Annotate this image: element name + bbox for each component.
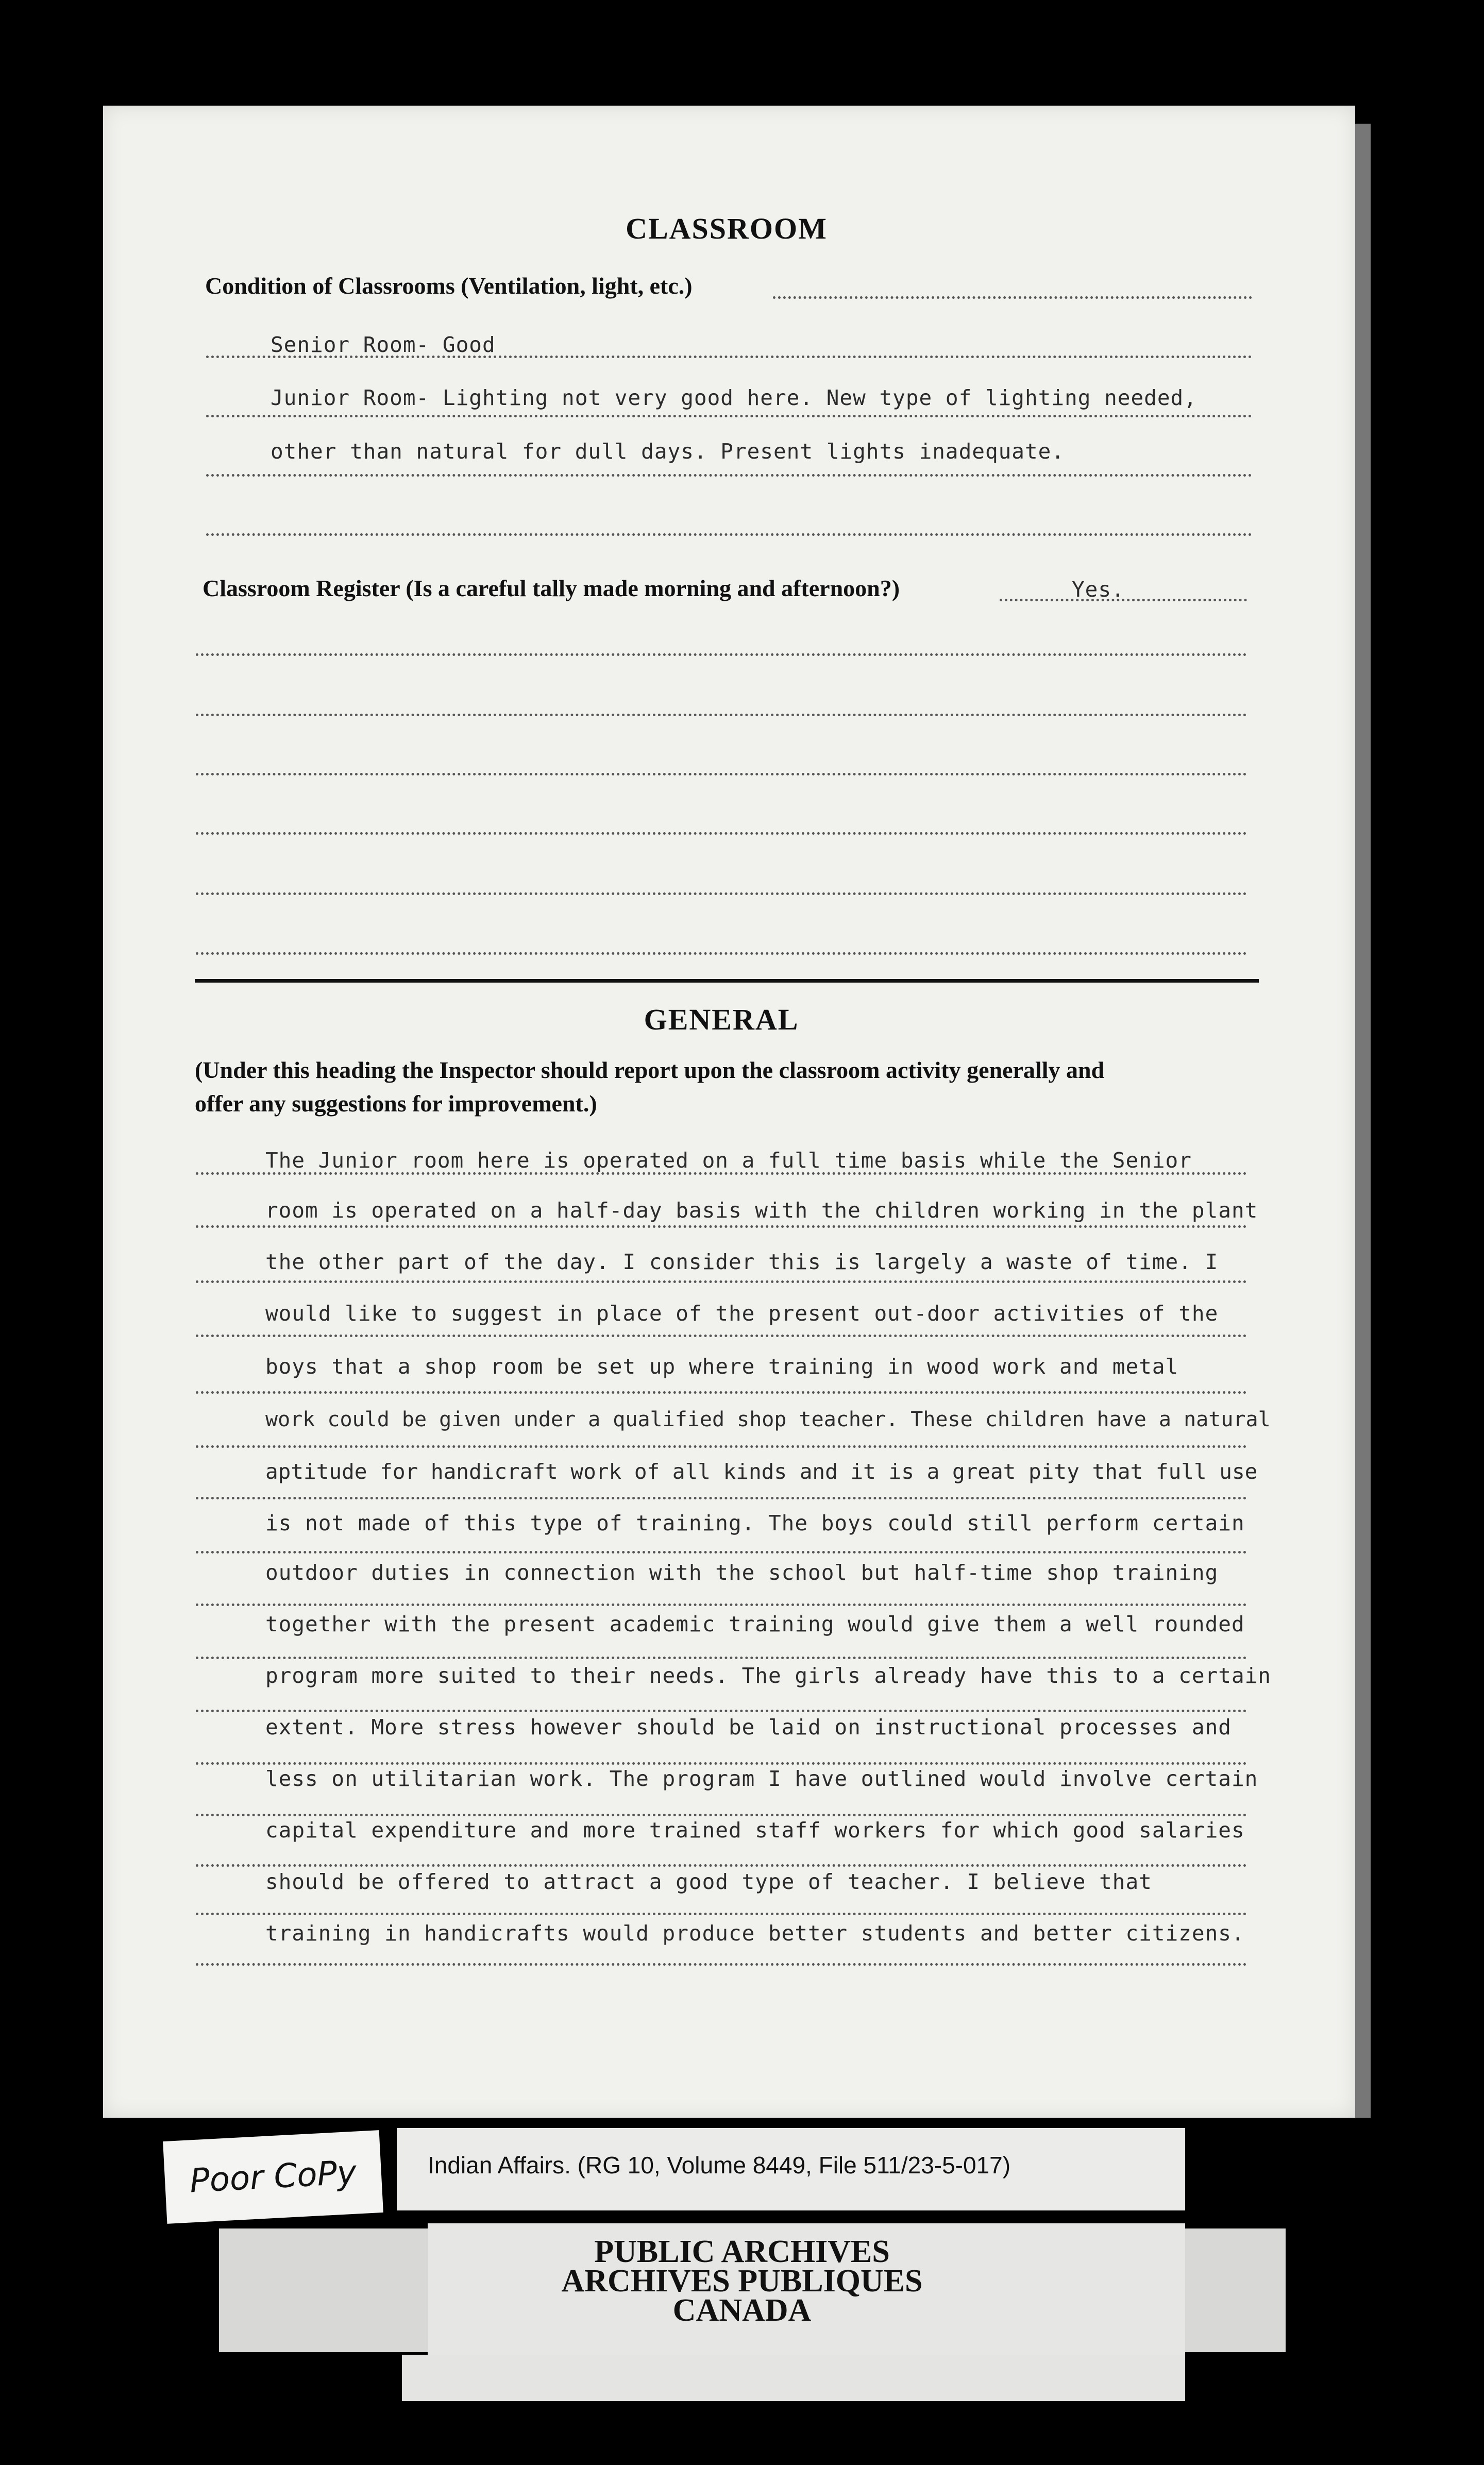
poor-copy-note: Poor CoPy bbox=[163, 2130, 383, 2224]
archive-stamp-line1: PUBLIC ARCHIVES bbox=[594, 2234, 890, 2269]
dotline bbox=[196, 892, 1247, 895]
page-edge-shadow bbox=[1355, 124, 1371, 2118]
archive-stamp-line2: ARCHIVES PUBLIQUES bbox=[561, 2264, 923, 2299]
dotline bbox=[196, 952, 1247, 955]
dotline bbox=[196, 1963, 1247, 1966]
dotline bbox=[196, 1710, 1247, 1712]
report-line: should be offered to attract a good type of teacher. I believe that bbox=[265, 1869, 1152, 1894]
report-line: is not made of this type of training. The boys could still perform certain bbox=[265, 1511, 1245, 1535]
dotline bbox=[196, 1280, 1247, 1283]
dotline bbox=[196, 1172, 1247, 1175]
dotline bbox=[206, 474, 1252, 477]
report-line: aptitude for handicraft work of all kinds and it is a great pity that full use bbox=[265, 1459, 1258, 1484]
condition-line-junior: Junior Room- Lighting not very good here. New type of lighting needed, bbox=[271, 385, 1197, 410]
general-heading: GENERAL bbox=[644, 1003, 799, 1036]
condition-line-senior: Senior Room- Good bbox=[271, 332, 496, 357]
dotline bbox=[196, 1657, 1247, 1659]
dotline bbox=[196, 832, 1247, 835]
dotline bbox=[196, 653, 1247, 656]
dotline bbox=[206, 533, 1252, 536]
dotline bbox=[196, 1497, 1247, 1499]
general-instruction-line1: (Under this heading the Inspector should report upon the classroom activity generally and bbox=[195, 1057, 1105, 1083]
dotline bbox=[196, 1391, 1247, 1394]
report-line: the other part of the day. I consider this is largely a waste of time. I bbox=[265, 1250, 1219, 1274]
section-divider bbox=[195, 979, 1259, 983]
dotline bbox=[196, 1551, 1247, 1554]
dotline bbox=[196, 1913, 1247, 1915]
register-answer: Yes. bbox=[1072, 577, 1125, 602]
register-label: Classroom Register (Is a careful tally made morning and afternoon?) bbox=[203, 575, 900, 601]
dotline bbox=[206, 415, 1252, 417]
report-line: work could be given under a qualified shop teacher. These children have a natural bbox=[265, 1408, 1271, 1431]
dotline bbox=[196, 1864, 1247, 1867]
report-line: together with the present academic training would give them a well rounded bbox=[265, 1612, 1245, 1636]
report-line: training in handicrafts would produce better students and better citizens. bbox=[265, 1921, 1245, 1946]
archive-citation: Indian Affairs. (RG 10, Volume 8449, File 511/23-5-017) bbox=[428, 2152, 1011, 2179]
general-instruction-line2: offer any suggestions for improvement.) bbox=[195, 1090, 597, 1117]
dotline bbox=[196, 1814, 1247, 1816]
dotline bbox=[196, 1762, 1247, 1765]
report-line: outdoor duties in connection with the school but half-time shop training bbox=[265, 1560, 1219, 1585]
report-line: less on utilitarian work. The program I have outlined would involve certain bbox=[265, 1766, 1258, 1791]
condition-label: Condition of Classrooms (Ventilation, light, etc.) bbox=[205, 273, 693, 299]
report-line: capital expenditure and more trained staff workers for which good salaries bbox=[265, 1818, 1245, 1843]
condition-line-lights: other than natural for dull days. Present lights inadequate. bbox=[271, 439, 1065, 464]
bottom-strip bbox=[402, 2355, 1185, 2401]
condition-dotline bbox=[773, 296, 1252, 299]
classroom-heading: CLASSROOM bbox=[626, 212, 828, 245]
dotline bbox=[196, 1445, 1247, 1448]
dotline bbox=[196, 773, 1247, 775]
report-line: extent. More stress however should be laid on instructional processes and bbox=[265, 1715, 1232, 1740]
archive-stamp-line3: CANADA bbox=[672, 2293, 812, 2328]
report-line: room is operated on a half-day basis with the children working in the plant bbox=[265, 1198, 1258, 1223]
dotline bbox=[196, 1335, 1247, 1337]
report-line: The Junior room here is operated on a full time basis while the Senior bbox=[265, 1148, 1192, 1173]
report-line: boys that a shop room be set up where training in wood work and metal bbox=[265, 1354, 1179, 1379]
report-line: program more suited to their needs. The girls already have this to a certain bbox=[265, 1663, 1271, 1688]
dotline bbox=[206, 356, 1252, 358]
dotline bbox=[196, 1603, 1247, 1606]
dotline bbox=[196, 1225, 1247, 1228]
report-line: would like to suggest in place of the present out-door activities of the bbox=[265, 1301, 1219, 1326]
dotline bbox=[196, 714, 1247, 716]
